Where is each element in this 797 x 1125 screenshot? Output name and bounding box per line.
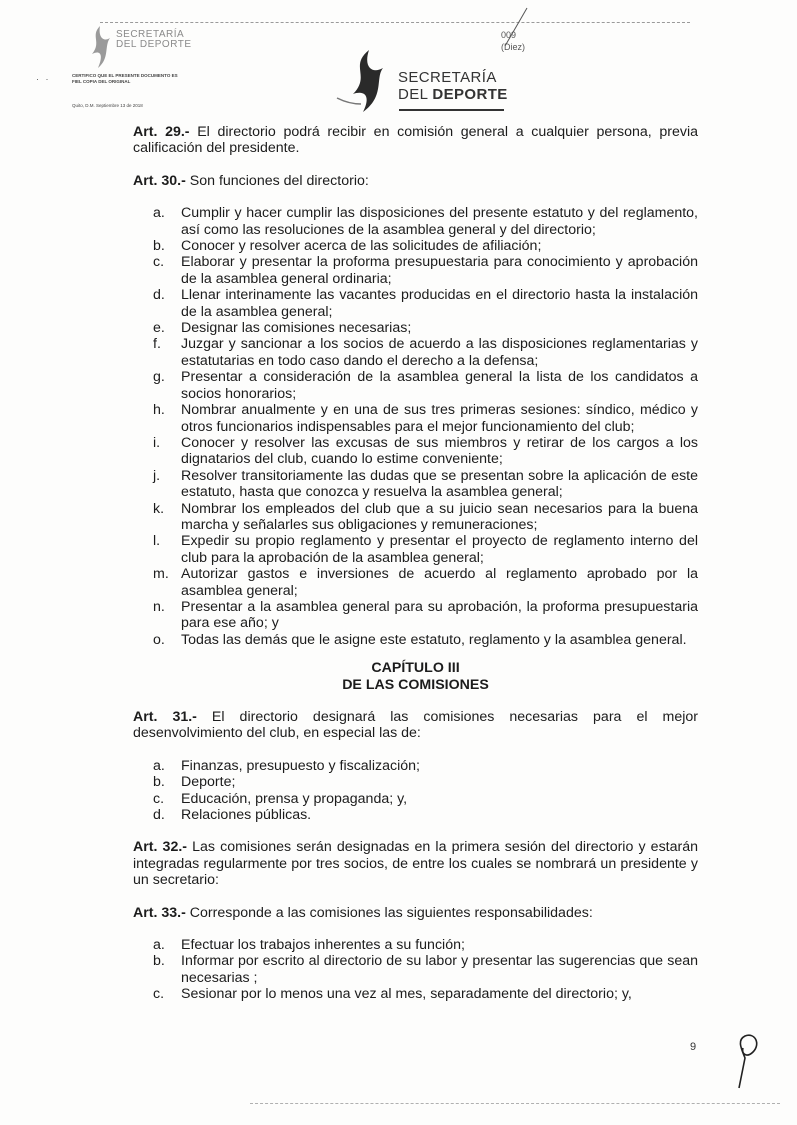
article-text: Corresponde a las comisiones las siguientes responsabilidades:	[185, 904, 593, 921]
article-31-list	[133, 758, 698, 824]
article-29	[133, 124, 698, 157]
page-number: 9	[690, 1041, 697, 1053]
list-item: c. Elaborar y presentar la proforma presupuestaria para conocimiento y aprobación de la asamblea general ordinaria;	[153, 254, 698, 287]
list-item: g. Presentar a consideración de la asamblea general la lista de los candidatos a socios honorarios;	[153, 369, 698, 402]
logo-line1: SECRETARÍA	[398, 69, 497, 86]
list-item: m. Autorizar gastos e inversiones de acuerdo al reglamento aprobado por la asamblea general;	[153, 566, 698, 599]
list-item: c. Sesionar por lo menos una vez al mes, separadamente del directorio; y,	[153, 986, 632, 1003]
logo-underline	[399, 109, 504, 111]
article-30-list	[133, 205, 698, 648]
flame-icon	[80, 24, 118, 70]
stamp-date: Quito, D.M. Septiembre 13 de 2018	[72, 103, 143, 108]
secretaria-logo	[325, 46, 515, 116]
chapter-heading	[133, 660, 698, 693]
chapter-number: CAPÍTULO III	[371, 660, 460, 677]
bottom-scan-line	[250, 1103, 780, 1104]
list-item: n. Presentar a la asamblea general para su aprobación, la proforma presupuestaria para ese año; y	[153, 598, 698, 632]
article-text: Las comisiones serán designadas en la primera sesión del directorio y estarán integradas regularmente por tres socios, de entre los cuales se nombrará un presidente y un secretario:	[133, 839, 699, 889]
article-text: Son funciones del directorio:	[185, 172, 369, 189]
list-item: b. Deporte;	[153, 774, 236, 791]
article-number: Art. 31.-	[133, 709, 197, 725]
article-number: Art. 29.-	[133, 124, 190, 140]
stamp-dots: · ·	[36, 74, 51, 84]
list-item: h. Nombrar anualmente y en una de sus tres primeras sesiones: síndico, médico y otros funcionarios indispensables para el mejor funcionamiento del club;	[153, 402, 698, 435]
article-30	[133, 173, 698, 189]
list-item: a. Efectuar los trabajos inherentes a su función;	[153, 937, 465, 954]
top-scan-line	[100, 22, 690, 23]
list-item: d. Llenar interinamente las vacantes producidas en el directorio hasta la instalación de la asamblea general;	[153, 287, 698, 320]
flame-icon	[325, 46, 395, 116]
list-item: o. Todas las demás que le asigne este estatuto, reglamento y la asamblea general.	[153, 631, 687, 648]
list-item: f. Juzgar y sancionar a los socios de acuerdo a las disposiciones reglamentarias y estatutarias en todo caso dando el derecho a la defensa;	[153, 336, 698, 369]
document-body	[133, 124, 698, 1003]
article-number: Art. 33.-	[133, 904, 186, 921]
list-item: e. Designar las comisiones necesarias;	[153, 320, 412, 337]
page-mark-number: 009	[501, 30, 517, 40]
list-item: a. Finanzas, presupuesto y fiscalización;	[153, 757, 420, 774]
list-item: j. Resolver transitoriamente las dudas que se presentan sobre la aplicación de este estatuto, hasta que conozca y resuelva la asamblea general;	[153, 467, 698, 501]
article-32	[133, 839, 698, 888]
chapter-title: DE LAS COMISIONES	[342, 676, 489, 693]
list-item: c. Educación, prensa y propaganda; y,	[153, 790, 408, 807]
list-item: b. Informar por escrito al directorio de su labor y presentar las sugerencias que sean necesarias ;	[153, 953, 698, 986]
article-33-list	[133, 937, 698, 1003]
list-item: b. Conocer y resolver acerca de las solicitudes de afiliación;	[153, 238, 542, 255]
list-item: d. Relaciones públicas.	[153, 807, 312, 824]
article-number: Art. 30.-	[133, 172, 186, 189]
article-31	[133, 709, 698, 742]
list-item: k. Nombrar los empleados del club que a su juicio sean necesarios para la buena marcha y señalarles sus obligaciones y remuneraciones;	[153, 500, 698, 533]
initials-signature-icon	[727, 1028, 767, 1090]
certification-stamp	[36, 24, 198, 122]
article-text: El directorio designará las comisiones necesarias para el mejor desenvolvimiento del club, en especial las de:	[133, 709, 698, 742]
article-number: Art. 32.-	[133, 839, 188, 856]
page-mark-words: (Diez)	[501, 42, 525, 52]
logo-line2: DEL DEPORTE	[398, 86, 508, 103]
list-item: a. Cumplir y hacer cumplir las disposiciones del presente estatuto y del reglamento, así como las resoluciones de la asamblea general y del directorio;	[153, 205, 698, 238]
list-item: l. Expedir su propio reglamento y presentar el proyecto de reglamento interno del club para la aprobación de la asamblea general;	[153, 533, 698, 566]
article-33	[133, 905, 698, 921]
stamp-institution-name: SECRETARÍA DEL DEPORTE	[116, 29, 192, 50]
list-item: i. Conocer y resolver las excusas de sus miembros y retirar de los cargos a los dignatarios del club, cuando lo estime conveniente;	[153, 434, 698, 468]
article-text: El directorio podrá recibir en comisión general a cualquier persona, previa calificación del presidente.	[133, 124, 699, 157]
stamp-certification-text: CERTIFICO QUE EL PRESENTE DOCUMENTO ES FIEL COPIA DEL ORIGINAL	[72, 73, 178, 84]
